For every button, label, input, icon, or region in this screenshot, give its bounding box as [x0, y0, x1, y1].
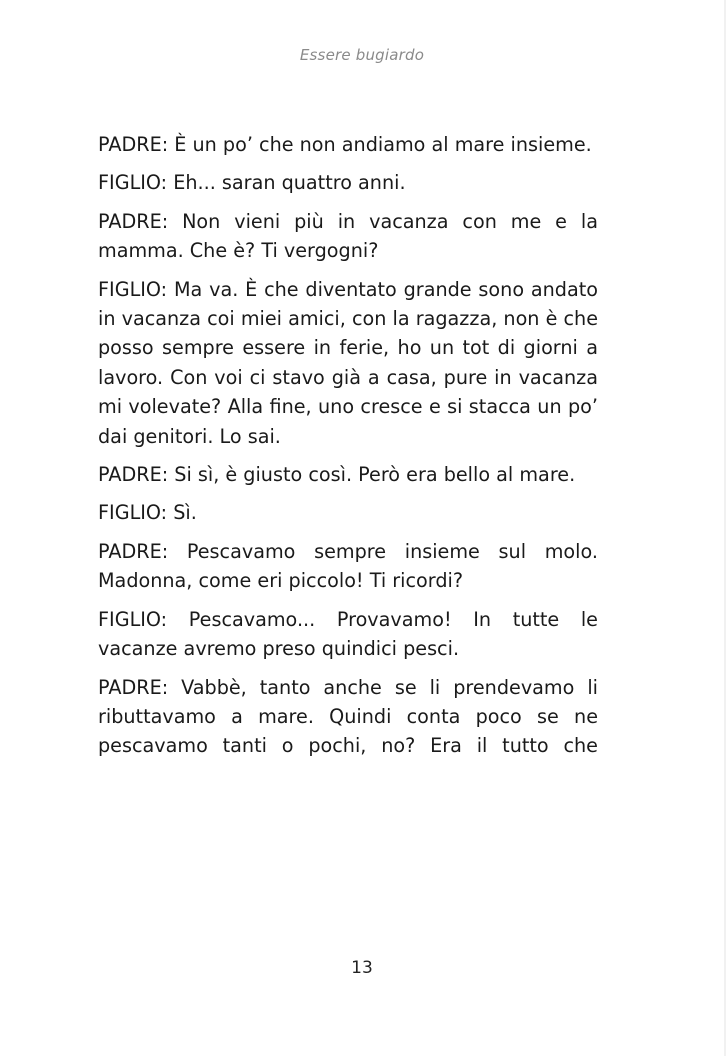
dialogue-paragraph: PADRE: Pescavamo sempre insieme sul molo. Madonna, come eri piccolo! Ti ricordi?	[98, 539, 598, 593]
dialogue-paragraph: PADRE: Vabbè, tanto anche se li prendevamo li ributtavamo a mare. Quindi conta poco se ne pescavamo tanti o pochi, no? Era il tutto che	[98, 675, 598, 758]
dialogue-paragraph: FIGLIO: Eh... saran quattro anni.	[98, 171, 406, 195]
dialogue-paragraph: PADRE: Non vieni più in vacanza con me e la mamma. Che è? Ti vergogni?	[98, 209, 598, 263]
dialogue-paragraph: FIGLIO: Pescavamo... Provavamo! In tutte le vacanze avremo preso quindici pesci.	[98, 607, 598, 661]
dialogue-paragraph: FIGLIO: Ma va. È che diventato grande sono andato in vacanza coi miei amici, con la ragazza, non è che posso sempre essere in ferie, ho un tot di giorni a lavoro. Con voi ci stavo già a casa, pure in vacanza mi volevate? Alla fine, uno cresce e si stacca un po’ dai genitori. Lo sai.	[98, 277, 598, 448]
dialogue-body	[98, 130, 598, 770]
dialogue-paragraph: FIGLIO: Sì.	[98, 501, 197, 525]
dialogue-paragraph: PADRE: Si sì, è giusto così. Però era bello al mare.	[98, 463, 576, 487]
running-header: Essere bugiardo	[299, 46, 425, 64]
page-number: 13	[351, 958, 373, 978]
dialogue-paragraph: PADRE: È un po’ che non andiamo al mare insieme.	[98, 133, 592, 156]
